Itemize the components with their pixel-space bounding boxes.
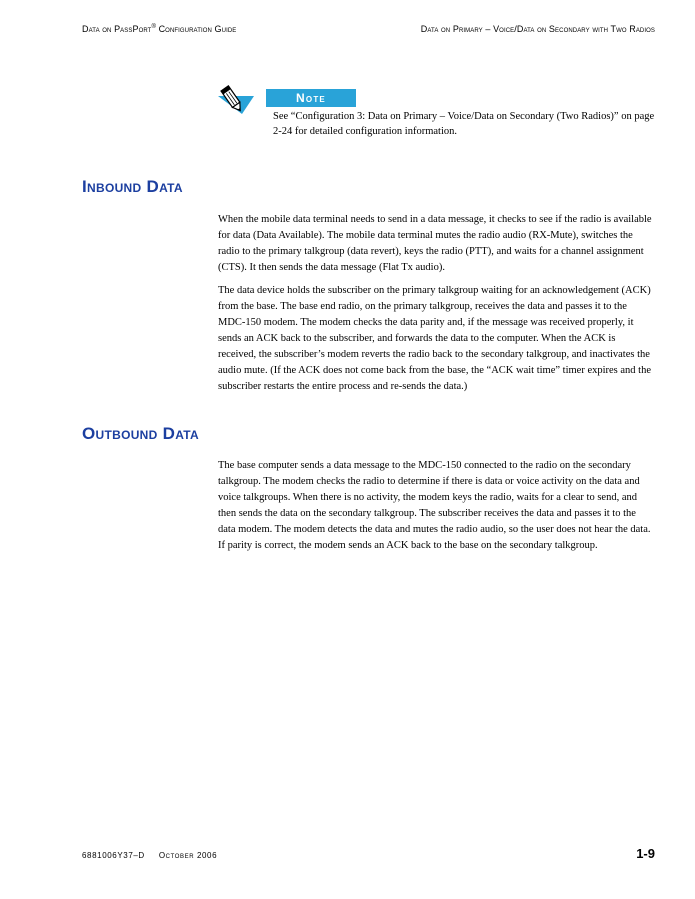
outbound-data-heading: Outbound Data bbox=[82, 424, 199, 443]
page-number: 1-9 bbox=[636, 846, 655, 861]
outbound-paragraph: The base computer sends a data message to the MDC-150 connected to the radio on the secondary talkgroup. The modem checks the radio to determine if there is data or voice activity on the data and voice talkgroups. When there is no activity, the modem keys the radio, waits for a clear to send, and then sends the data on the secondary talkgroup. The subscriber receives the data and passes it to the data modem. The modem detects the data and mutes the radio audio, so the user does not hear the data. If parity is correct, the modem sends an ACK back to the base on the secondary talkgroup. bbox=[218, 460, 651, 551]
registered-mark: ® bbox=[151, 24, 156, 30]
header-guide-suffix: Configuration Guide bbox=[155, 24, 237, 34]
outbound-data-body bbox=[218, 458, 654, 561]
footer-doc-number: 6881006Y37–D bbox=[82, 851, 145, 860]
header-guide-title: Data on PassPort bbox=[82, 24, 152, 34]
footer-date: October 2006 bbox=[158, 851, 218, 860]
running-header-right: Data on Primary – Voice/Data on Secondary with Two Radios bbox=[420, 24, 655, 34]
note-label: Note bbox=[266, 89, 356, 107]
running-header-left bbox=[82, 24, 236, 34]
footer-doc-info bbox=[82, 851, 217, 860]
inbound-paragraph: The data device holds the subscriber on the primary talkgroup waiting for an acknowledgement (ACK) from the base. The base end radio, on the primary talkgroup, receives the data and passes it to the MDC-150 modem. The modem checks the data parity and, if the message was received properly, it sends an ACK back to the subscriber, and forwards the data to the computer. When the ACK is received, the subscriber’s modem reverts the radio back to the secondary talkgroup, and inactivates the audio mute. (If the ACK does not come back from the base, the “ACK wait time” timer expires and the subscriber restarts the entire process and re-sends the data.) bbox=[218, 285, 651, 392]
inbound-data-heading: Inbound Data bbox=[82, 177, 183, 196]
inbound-data-body bbox=[218, 212, 654, 402]
note-pencil-icon bbox=[216, 84, 256, 116]
inbound-paragraph: When the mobile data terminal needs to send in a data message, it checks to see if the radio is available for data (Data Available). The mobile data terminal mutes the radio audio (RX-Mute), switches the radio to the primary talkgroup (data revert), keys the radio (PTT), and waits for a channel assignment (CTS). It then sends the data message (Flat Tx audio). bbox=[218, 214, 652, 273]
note-text: See “Configuration 3: Data on Primary – Voice/Data on Secondary (Two Radios)” on page 2-24 for detailed configuration information. bbox=[273, 111, 655, 137]
